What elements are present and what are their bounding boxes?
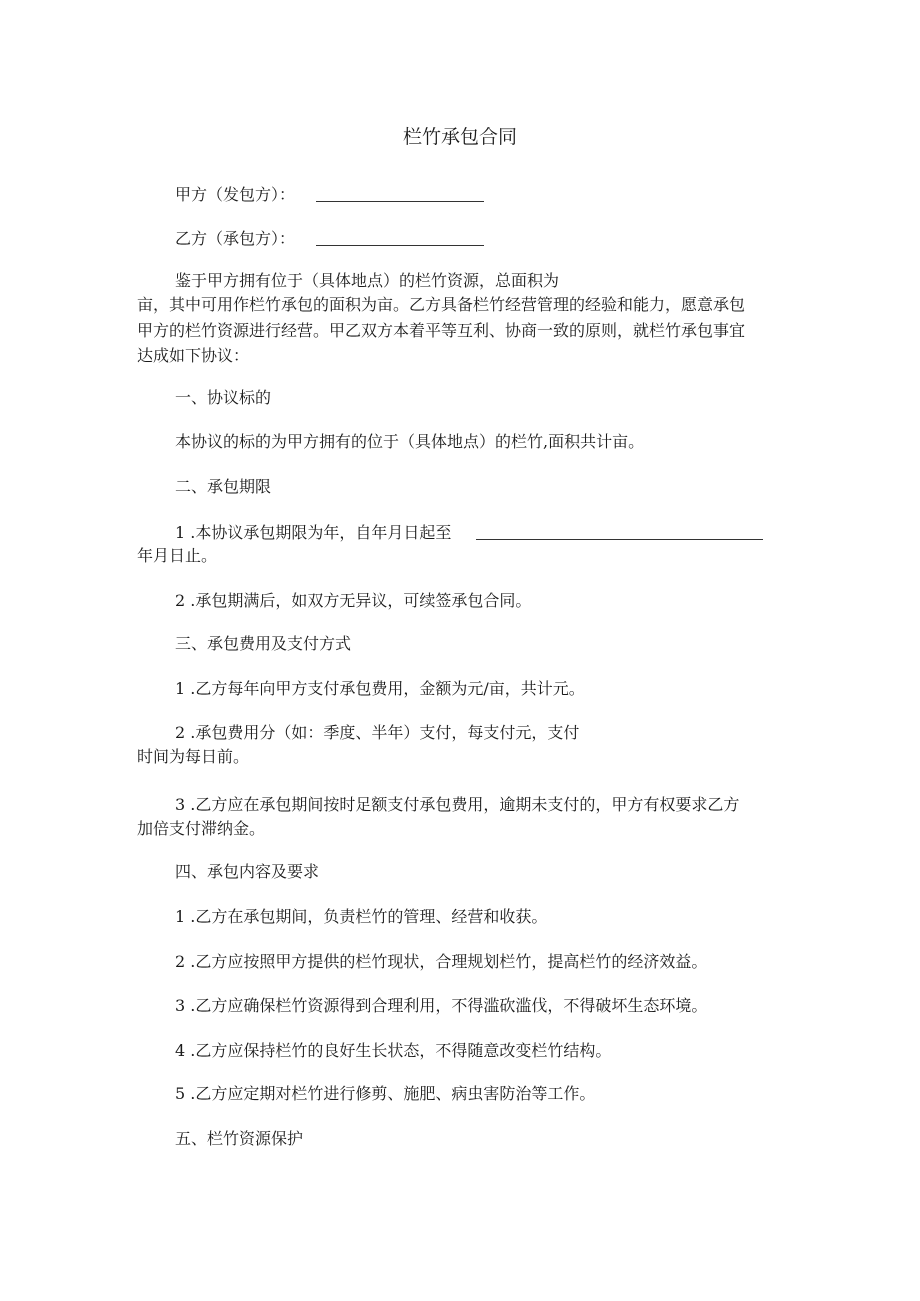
section-3-item-2-line-2: 时间为每日前。: [137, 747, 250, 766]
section-3-item-1: 1 .乙方每年向甲方支付承包费用，金额为元/亩，共计元。: [175, 679, 585, 698]
section-3-heading: 三、承包费用及支付方式: [175, 634, 352, 653]
section-2-item-1-line-2: 年月日止。: [137, 546, 218, 565]
document-title: 栏竹承包合同: [402, 126, 517, 148]
preamble-line-1: 鉴于甲方拥有位于（具体地点）的栏竹资源，总面积为: [175, 271, 560, 290]
party-b-label: 乙方（承包方）：: [175, 229, 296, 248]
section-2-heading: 二、承包期限: [175, 477, 272, 496]
section-4-item-5: 5 .乙方应定期对栏竹进行修剪、施肥、病虫害防治等工作。: [175, 1084, 596, 1103]
section-2-item-1-line-1: 1 .本协议承包期限为年，自年月日起至: [175, 523, 452, 542]
section-4-item-2: 2 .乙方应按照甲方提供的栏竹现状，合理规划栏竹，提高栏竹的经济效益。: [175, 952, 708, 971]
section-3-item-2-line-1: 2 .承包费用分（如：季度、半年）支付，每支付元，支付: [175, 723, 580, 742]
section-3-item-3-line-2: 加倍支付滞纳金。: [137, 819, 266, 838]
party-a-blank-line: [316, 201, 484, 202]
section-1-heading: 一、协议标的: [175, 388, 272, 407]
section-4-heading: 四、承包内容及要求: [175, 862, 320, 881]
section-4-item-3: 3 .乙方应确保栏竹资源得到合理利用，不得滥砍滥伐，不得破坏生态环境。: [175, 996, 708, 1015]
section-4-item-4: 4 .乙方应保持栏竹的良好生长状态，不得随意改变栏竹结构。: [175, 1041, 612, 1060]
preamble-line-2: 亩，其中可用作栏竹承包的面积为亩。乙方具备栏竹经营管理的经验和能力，愿意承包: [137, 295, 746, 314]
preamble-line-3: 甲方的栏竹资源进行经营。甲乙双方本着平等互利、协商一致的原则，就栏竹承包事宜: [137, 321, 746, 340]
preamble-line-4: 达成如下协议：: [137, 346, 250, 365]
section-5-heading: 五、栏竹资源保护: [175, 1129, 304, 1148]
section-3-item-3-line-1: 3 .乙方应在承包期间按时足额支付承包费用，逾期未支付的，甲方有权要求乙方: [175, 795, 740, 814]
section-1-body: 本协议的标的为甲方拥有的位于（具体地点）的栏竹,面积共计亩。: [175, 432, 645, 451]
section-4-item-1: 1 .乙方在承包期间，负责栏竹的管理、经营和收获。: [175, 907, 548, 926]
party-a-label: 甲方（发包方）：: [175, 185, 296, 204]
party-b-blank-line: [316, 245, 484, 246]
term-end-blank-line: [476, 539, 763, 540]
section-2-item-2: 2 .承包期满后，如双方无异议，可续签承包合同。: [175, 591, 532, 610]
